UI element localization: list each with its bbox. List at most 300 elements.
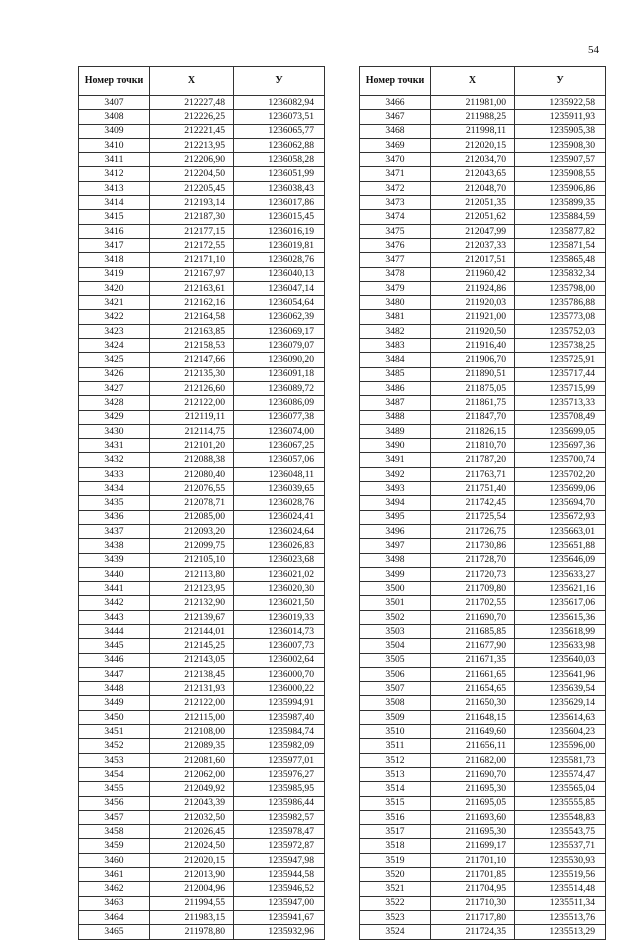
cell-y: 1235978,47 — [234, 825, 325, 839]
cell-y: 1235982,57 — [234, 810, 325, 824]
cell-y: 1235565,04 — [515, 782, 606, 796]
cell-point-number: 3434 — [79, 482, 150, 496]
table-row — [360, 567, 606, 581]
table-row — [79, 925, 325, 939]
cell-y: 1235537,71 — [515, 839, 606, 853]
cell-y: 1235977,01 — [234, 753, 325, 767]
cell-y: 1236065,77 — [234, 124, 325, 138]
cell-x: 211701,85 — [431, 868, 515, 882]
cell-x: 212119,11 — [150, 410, 234, 424]
cell-x: 212213,95 — [150, 138, 234, 152]
table-row — [360, 582, 606, 596]
cell-y: 1235986,44 — [234, 796, 325, 810]
cell-x: 212101,20 — [150, 439, 234, 453]
cell-x: 211717,80 — [431, 910, 515, 924]
cell-y: 1235639,54 — [515, 682, 606, 696]
cell-x: 211728,70 — [431, 553, 515, 567]
cell-point-number: 3510 — [360, 725, 431, 739]
cell-point-number: 3490 — [360, 439, 431, 453]
cell-point-number: 3462 — [79, 882, 150, 896]
cell-y: 1235596,00 — [515, 739, 606, 753]
cell-point-number: 3464 — [79, 910, 150, 924]
cell-x: 211960,42 — [431, 267, 515, 281]
table-row — [79, 96, 325, 110]
cell-point-number: 3438 — [79, 539, 150, 553]
cell-x: 211810,70 — [431, 439, 515, 453]
table-row — [79, 553, 325, 567]
table-row — [79, 110, 325, 124]
table-row — [79, 610, 325, 624]
coordinates-table-left — [78, 66, 325, 940]
table-row — [79, 339, 325, 353]
cell-point-number: 3445 — [79, 639, 150, 653]
cell-x: 211994,55 — [150, 896, 234, 910]
cell-y: 1235513,29 — [515, 925, 606, 939]
header-y: У — [234, 67, 325, 96]
cell-x: 211699,17 — [431, 839, 515, 853]
cell-point-number: 3427 — [79, 381, 150, 395]
table-row — [79, 167, 325, 181]
cell-point-number: 3481 — [360, 310, 431, 324]
cell-point-number: 3467 — [360, 110, 431, 124]
table-row — [79, 582, 325, 596]
cell-point-number: 3476 — [360, 238, 431, 252]
cell-y: 1235932,96 — [234, 925, 325, 939]
cell-x: 212171,10 — [150, 253, 234, 267]
cell-x: 212048,70 — [431, 181, 515, 195]
table-row — [79, 238, 325, 252]
cell-y: 1236073,51 — [234, 110, 325, 124]
cell-point-number: 3457 — [79, 810, 150, 824]
cell-point-number: 3505 — [360, 653, 431, 667]
cell-x: 212177,15 — [150, 224, 234, 238]
header-point-number: Номер точки — [360, 67, 431, 96]
cell-point-number: 3493 — [360, 482, 431, 496]
cell-point-number: 3449 — [79, 696, 150, 710]
table-row — [360, 596, 606, 610]
table-row — [360, 224, 606, 238]
cell-x: 212163,85 — [150, 324, 234, 338]
cell-point-number: 3423 — [79, 324, 150, 338]
table-row — [360, 153, 606, 167]
table-row — [79, 324, 325, 338]
table-row — [360, 353, 606, 367]
table-row — [79, 453, 325, 467]
cell-x: 212226,25 — [150, 110, 234, 124]
cell-x: 211916,40 — [431, 339, 515, 353]
table-row — [360, 367, 606, 381]
cell-x: 211661,65 — [431, 667, 515, 681]
cell-point-number: 3408 — [79, 110, 150, 124]
cell-y: 1235941,67 — [234, 910, 325, 924]
cell-y: 1236016,19 — [234, 224, 325, 238]
table-row — [360, 410, 606, 424]
cell-point-number: 3414 — [79, 196, 150, 210]
cell-y: 1235947,00 — [234, 896, 325, 910]
table-row — [360, 167, 606, 181]
cell-x: 212049,92 — [150, 782, 234, 796]
cell-x: 211998,11 — [431, 124, 515, 138]
table-row — [360, 124, 606, 138]
cell-point-number: 3444 — [79, 624, 150, 638]
cell-y: 1235640,03 — [515, 653, 606, 667]
cell-y: 1236019,81 — [234, 238, 325, 252]
cell-y: 1235514,48 — [515, 882, 606, 896]
cell-x: 212024,50 — [150, 839, 234, 853]
cell-point-number: 3436 — [79, 510, 150, 524]
table-row — [79, 868, 325, 882]
cell-x: 211730,86 — [431, 539, 515, 553]
cell-x: 211701,10 — [431, 853, 515, 867]
cell-y: 1235614,63 — [515, 710, 606, 724]
cell-x: 211648,15 — [431, 710, 515, 724]
cell-point-number: 3417 — [79, 238, 150, 252]
cell-x: 212099,75 — [150, 539, 234, 553]
cell-point-number: 3486 — [360, 381, 431, 395]
cell-point-number: 3461 — [79, 868, 150, 882]
table-row — [360, 296, 606, 310]
cell-x: 212143,05 — [150, 653, 234, 667]
cell-x: 212051,35 — [431, 196, 515, 210]
cell-point-number: 3465 — [79, 925, 150, 939]
cell-x: 212139,67 — [150, 610, 234, 624]
cell-x: 212013,90 — [150, 868, 234, 882]
cell-x: 212076,55 — [150, 482, 234, 496]
cell-y: 1235877,82 — [515, 224, 606, 238]
cell-y: 1235798,00 — [515, 281, 606, 295]
table-row — [79, 567, 325, 581]
table-row — [360, 96, 606, 110]
page-number: 54 — [588, 44, 599, 56]
cell-y: 1236079,07 — [234, 339, 325, 353]
cell-point-number: 3430 — [79, 424, 150, 438]
cell-y: 1235976,27 — [234, 767, 325, 781]
cell-y: 1235702,20 — [515, 467, 606, 481]
cell-y: 1235865,48 — [515, 253, 606, 267]
cell-x: 211978,80 — [150, 925, 234, 939]
table-row — [79, 281, 325, 295]
table-row — [360, 624, 606, 638]
table-header-row — [360, 67, 606, 96]
table-row — [360, 839, 606, 853]
cell-x: 211988,25 — [431, 110, 515, 124]
cell-point-number: 3514 — [360, 782, 431, 796]
cell-x: 211695,30 — [431, 825, 515, 839]
cell-y: 1235899,35 — [515, 196, 606, 210]
table-row — [360, 510, 606, 524]
table-row — [79, 739, 325, 753]
cell-point-number: 3442 — [79, 596, 150, 610]
table-row — [360, 696, 606, 710]
cell-x: 212147,66 — [150, 353, 234, 367]
cell-x: 211847,70 — [431, 410, 515, 424]
cell-x: 212122,00 — [150, 696, 234, 710]
cell-point-number: 3487 — [360, 396, 431, 410]
cell-y: 1235621,16 — [515, 582, 606, 596]
table-row — [79, 667, 325, 681]
cell-point-number: 3426 — [79, 367, 150, 381]
cell-y: 1236062,88 — [234, 138, 325, 152]
cell-point-number: 3511 — [360, 739, 431, 753]
table-row — [79, 381, 325, 395]
cell-point-number: 3518 — [360, 839, 431, 853]
cell-x: 211702,55 — [431, 596, 515, 610]
table-row — [79, 725, 325, 739]
table-row — [79, 882, 325, 896]
cell-y: 1235513,76 — [515, 910, 606, 924]
table-header-row — [79, 67, 325, 96]
cell-point-number: 3415 — [79, 210, 150, 224]
table-row — [79, 138, 325, 152]
table-row — [360, 825, 606, 839]
table-row — [79, 853, 325, 867]
cell-point-number: 3513 — [360, 767, 431, 781]
table-row — [79, 839, 325, 853]
cell-x: 211861,75 — [431, 396, 515, 410]
cell-point-number: 3475 — [360, 224, 431, 238]
cell-x: 212026,45 — [150, 825, 234, 839]
cell-point-number: 3480 — [360, 296, 431, 310]
cell-y: 1236069,17 — [234, 324, 325, 338]
cell-y: 1235832,34 — [515, 267, 606, 281]
cell-y: 1235646,09 — [515, 553, 606, 567]
cell-y: 1235581,73 — [515, 753, 606, 767]
cell-x: 212032,50 — [150, 810, 234, 824]
table-row — [360, 753, 606, 767]
cell-point-number: 3455 — [79, 782, 150, 796]
cell-point-number: 3482 — [360, 324, 431, 338]
cell-point-number: 3437 — [79, 524, 150, 538]
cell-point-number: 3418 — [79, 253, 150, 267]
cell-point-number: 3441 — [79, 582, 150, 596]
table-row — [360, 424, 606, 438]
table-row — [79, 153, 325, 167]
cell-y: 1236039,65 — [234, 482, 325, 496]
cell-point-number: 3495 — [360, 510, 431, 524]
cell-x: 211690,70 — [431, 610, 515, 624]
cell-point-number: 3492 — [360, 467, 431, 481]
table-row — [360, 810, 606, 824]
cell-x: 211682,00 — [431, 753, 515, 767]
cell-x: 212051,62 — [431, 210, 515, 224]
table-row — [79, 467, 325, 481]
table-row — [79, 410, 325, 424]
cell-point-number: 3452 — [79, 739, 150, 753]
cell-y: 1235699,05 — [515, 424, 606, 438]
cell-y: 1236017,86 — [234, 196, 325, 210]
cell-point-number: 3521 — [360, 882, 431, 896]
cell-y: 1236091,18 — [234, 367, 325, 381]
cell-y: 1235717,44 — [515, 367, 606, 381]
header-y: У — [515, 67, 606, 96]
cell-y: 1236021,50 — [234, 596, 325, 610]
cell-x: 212172,55 — [150, 238, 234, 252]
cell-x: 211981,00 — [431, 96, 515, 110]
cell-y: 1235922,58 — [515, 96, 606, 110]
cell-y: 1235773,08 — [515, 310, 606, 324]
table-row — [360, 467, 606, 481]
table-row — [360, 196, 606, 210]
cell-y: 1235907,57 — [515, 153, 606, 167]
cell-y: 1235694,70 — [515, 496, 606, 510]
table-row — [360, 439, 606, 453]
table-row — [360, 238, 606, 252]
cell-x: 212017,51 — [431, 253, 515, 267]
cell-point-number: 3411 — [79, 153, 150, 167]
cell-point-number: 3413 — [79, 181, 150, 195]
cell-point-number: 3456 — [79, 796, 150, 810]
table-row — [360, 767, 606, 781]
cell-point-number: 3440 — [79, 567, 150, 581]
cell-x: 211983,15 — [150, 910, 234, 924]
table-row — [360, 782, 606, 796]
cell-x: 212158,53 — [150, 339, 234, 353]
cell-y: 1235713,33 — [515, 396, 606, 410]
cell-point-number: 3458 — [79, 825, 150, 839]
table-row — [79, 353, 325, 367]
cell-x: 212093,20 — [150, 524, 234, 538]
cell-y: 1235633,98 — [515, 639, 606, 653]
cell-x: 212080,40 — [150, 467, 234, 481]
cell-y: 1235984,74 — [234, 725, 325, 739]
table-row — [360, 882, 606, 896]
cell-y: 1235663,01 — [515, 524, 606, 538]
table-row — [79, 253, 325, 267]
cell-y: 1236062,39 — [234, 310, 325, 324]
cell-point-number: 3478 — [360, 267, 431, 281]
cell-point-number: 3463 — [79, 896, 150, 910]
cell-y: 1235604,23 — [515, 725, 606, 739]
cell-point-number: 3496 — [360, 524, 431, 538]
cell-y: 1235908,30 — [515, 138, 606, 152]
table-row — [360, 267, 606, 281]
cell-point-number: 3520 — [360, 868, 431, 882]
cell-point-number: 3506 — [360, 667, 431, 681]
cell-point-number: 3459 — [79, 839, 150, 853]
cell-y: 1236048,11 — [234, 467, 325, 481]
table-row — [79, 181, 325, 195]
cell-x: 211826,15 — [431, 424, 515, 438]
table-row — [79, 596, 325, 610]
cell-x: 211650,30 — [431, 696, 515, 710]
cell-x: 211921,00 — [431, 310, 515, 324]
cell-point-number: 3451 — [79, 725, 150, 739]
table-row — [79, 296, 325, 310]
cell-x: 212167,97 — [150, 267, 234, 281]
cell-x: 212123,95 — [150, 582, 234, 596]
cell-y: 1235519,56 — [515, 868, 606, 882]
table-row — [79, 696, 325, 710]
cell-x: 212043,65 — [431, 167, 515, 181]
cell-point-number: 3483 — [360, 339, 431, 353]
cell-point-number: 3424 — [79, 339, 150, 353]
cell-point-number: 3419 — [79, 267, 150, 281]
cell-x: 212085,00 — [150, 510, 234, 524]
cell-x: 212193,14 — [150, 196, 234, 210]
cell-y: 1236090,20 — [234, 353, 325, 367]
cell-y: 1235672,93 — [515, 510, 606, 524]
cell-x: 212047,99 — [431, 224, 515, 238]
table-row — [360, 524, 606, 538]
cell-y: 1236000,70 — [234, 667, 325, 681]
header-point-number: Номер точки — [79, 67, 150, 96]
table-row — [79, 539, 325, 553]
cell-x: 212034,70 — [431, 153, 515, 167]
cell-point-number: 3484 — [360, 353, 431, 367]
table-row — [360, 910, 606, 924]
cell-y: 1235651,88 — [515, 539, 606, 553]
cell-x: 212145,25 — [150, 639, 234, 653]
table-row — [79, 767, 325, 781]
cell-point-number: 3497 — [360, 539, 431, 553]
cell-y: 1236002,64 — [234, 653, 325, 667]
cell-x: 212122,00 — [150, 396, 234, 410]
cell-x: 212037,33 — [431, 238, 515, 252]
cell-x: 211726,75 — [431, 524, 515, 538]
cell-y: 1235994,91 — [234, 696, 325, 710]
table-row — [79, 682, 325, 696]
cell-y: 1235548,83 — [515, 810, 606, 824]
cell-point-number: 3491 — [360, 453, 431, 467]
table-row — [79, 267, 325, 281]
cell-x: 211710,30 — [431, 896, 515, 910]
cell-x: 211787,20 — [431, 453, 515, 467]
cell-point-number: 3407 — [79, 96, 150, 110]
cell-x: 211695,05 — [431, 796, 515, 810]
cell-x: 211693,60 — [431, 810, 515, 824]
cell-y: 1235543,75 — [515, 825, 606, 839]
cell-y: 1236000,22 — [234, 682, 325, 696]
cell-point-number: 3416 — [79, 224, 150, 238]
cell-x: 212088,38 — [150, 453, 234, 467]
cell-point-number: 3431 — [79, 439, 150, 453]
cell-x: 211890,51 — [431, 367, 515, 381]
table-row — [79, 310, 325, 324]
cell-point-number: 3425 — [79, 353, 150, 367]
cell-x: 211685,85 — [431, 624, 515, 638]
cell-y: 1235786,88 — [515, 296, 606, 310]
table-row — [360, 110, 606, 124]
cell-point-number: 3485 — [360, 367, 431, 381]
cell-y: 1236024,41 — [234, 510, 325, 524]
cell-y: 1236086,09 — [234, 396, 325, 410]
cell-y: 1235908,55 — [515, 167, 606, 181]
cell-y: 1236021,02 — [234, 567, 325, 581]
cell-x: 211720,73 — [431, 567, 515, 581]
cell-point-number: 3429 — [79, 410, 150, 424]
table-row — [360, 281, 606, 295]
cell-x: 212020,15 — [431, 138, 515, 152]
cell-x: 212206,90 — [150, 153, 234, 167]
table-row — [79, 782, 325, 796]
cell-x: 211677,90 — [431, 639, 515, 653]
cell-y: 1235511,34 — [515, 896, 606, 910]
cell-x: 212020,15 — [150, 853, 234, 867]
table-row — [360, 339, 606, 353]
header-x: X — [431, 67, 515, 96]
cell-y: 1236028,76 — [234, 496, 325, 510]
cell-y: 1235725,91 — [515, 353, 606, 367]
table-row — [360, 667, 606, 681]
table-row — [79, 510, 325, 524]
table-row — [79, 825, 325, 839]
cell-y: 1235738,25 — [515, 339, 606, 353]
cell-x: 212089,35 — [150, 739, 234, 753]
cell-x: 211742,45 — [431, 496, 515, 510]
cell-y: 1235715,99 — [515, 381, 606, 395]
cell-x: 212132,90 — [150, 596, 234, 610]
cell-x: 212113,80 — [150, 567, 234, 581]
